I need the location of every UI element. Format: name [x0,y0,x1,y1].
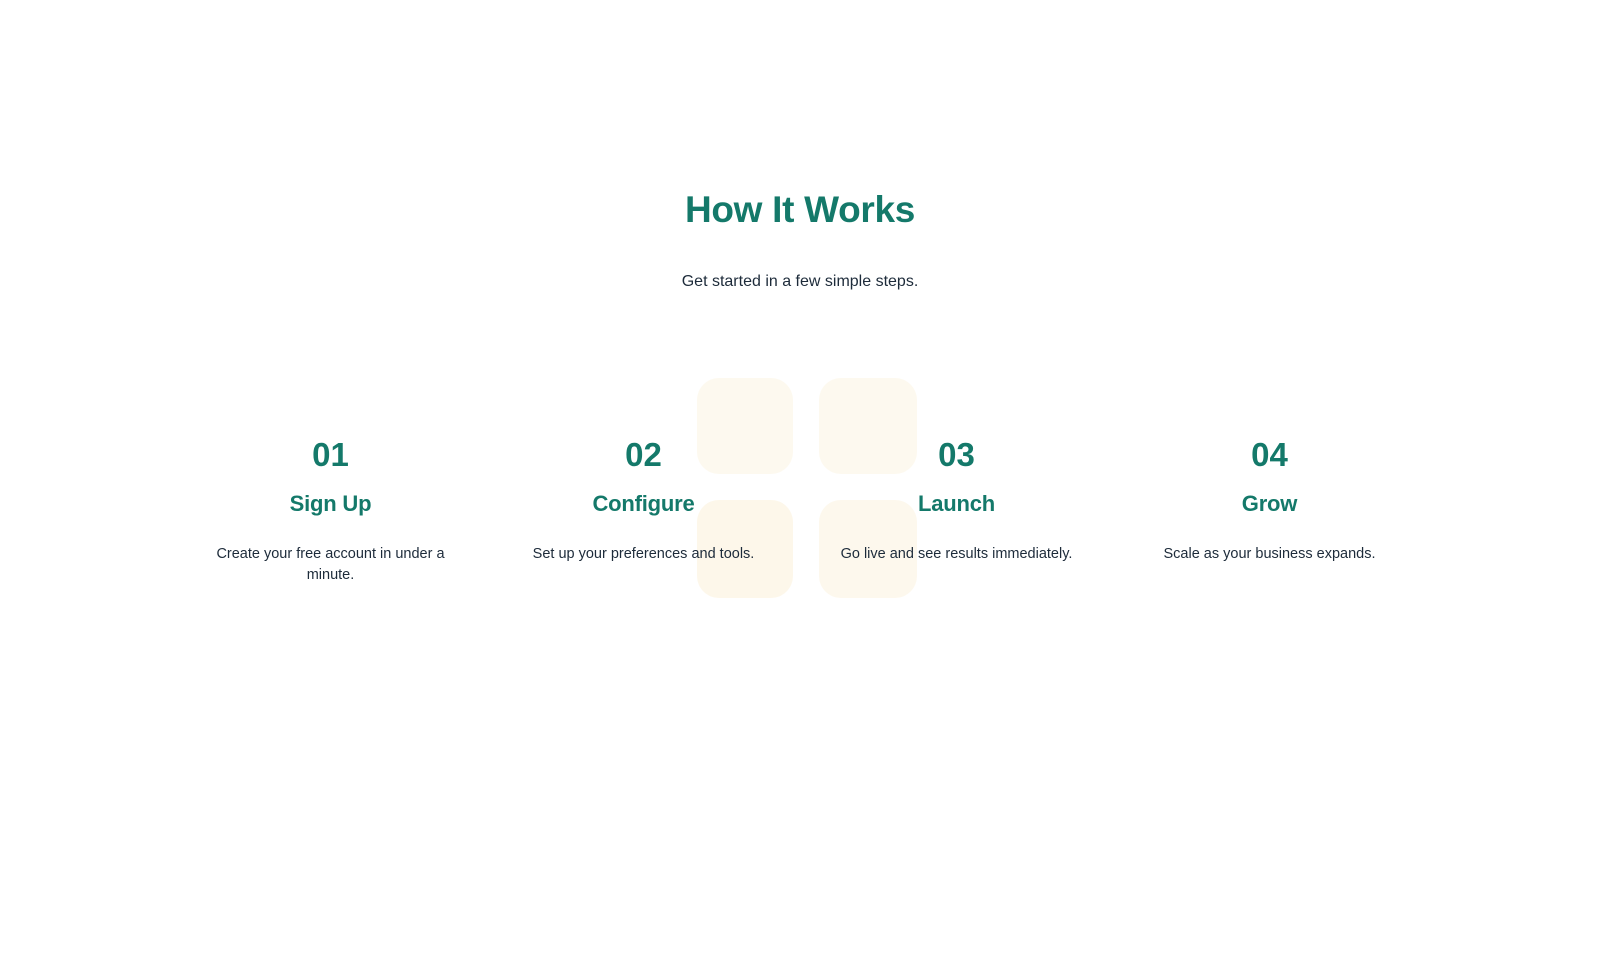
step-number: 03 [938,436,975,473]
step-title: Grow [1241,491,1298,516]
step-number: 04 [1251,436,1288,473]
step-title: Launch [917,491,996,516]
list-item [1113,437,1426,565]
step-description: Go live and see results immediately. [840,546,1073,562]
section-subtitle: Get started in a few simple steps. [681,273,919,290]
step-description: Set up your preferences and tools. [532,546,755,562]
step-description: Create your free account in under a minute. [216,546,445,583]
step-number: 01 [312,436,349,473]
step-title: Sign Up [289,491,372,516]
step-number: 02 [625,436,662,473]
step-description: Scale as your business expands. [1163,546,1376,562]
step-title: Configure [592,491,695,516]
list-item [174,437,487,586]
list-item [487,437,800,565]
list-item [800,437,1113,565]
steps-list [0,437,1600,586]
page-title: How It Works [684,189,916,230]
